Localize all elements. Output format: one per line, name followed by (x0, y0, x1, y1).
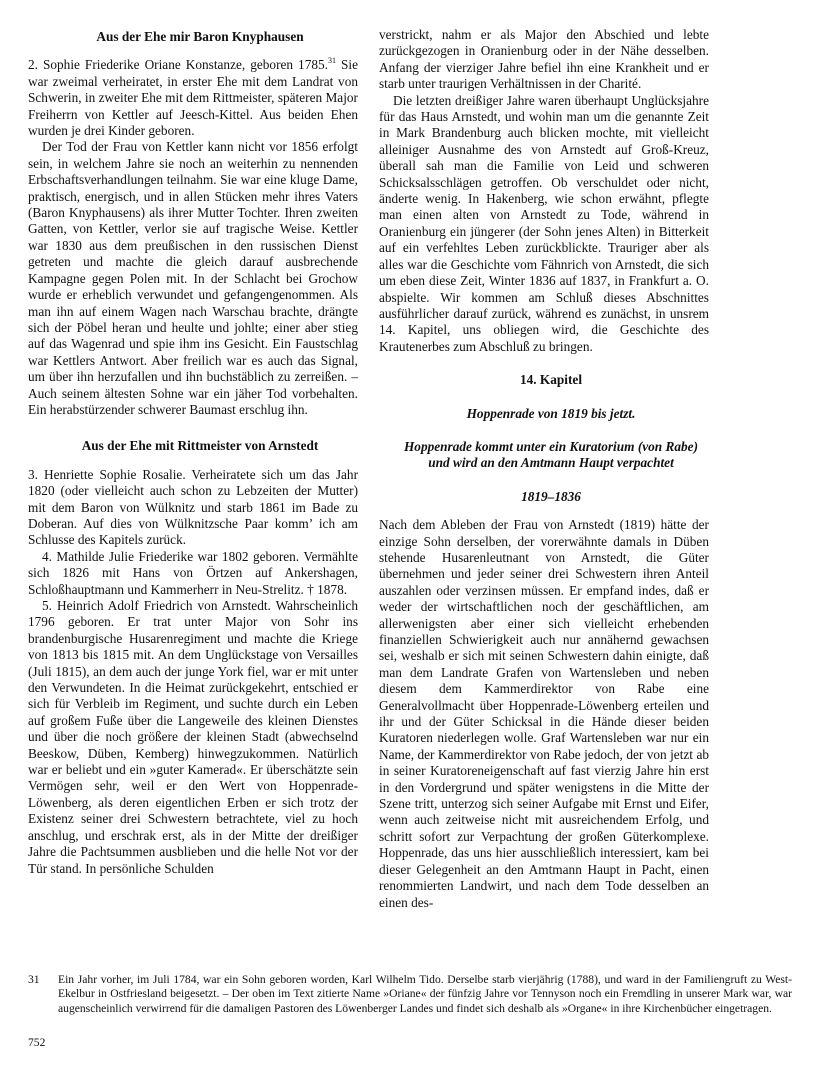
paragraph-verstrickt: verstrickt, nahm er als Major den Abschied und lebte zurückgezogen in Oranienburg oder in der Nähe desselben. Anfang der vierziger Jahre befiel ihn eine Krankheit und er starb unter traurigen Verhältnissen in der Charité. (379, 27, 709, 92)
section-heading-knyphausen: Aus der Ehe mir Baron Knyphausen (96, 29, 304, 44)
paragraph-sophie-cont: Sie war zweimal verheiratet, in erster Ehe mit dem Landrat von Schwerin, in zweiter Ehe mit dem Rittmeister, späteren Major Freiherrn von Kettler auf Jeesch-Kittel. Aus beiden Ehen wurden je drei Kinder geboren. (28, 57, 358, 139)
page-number: 752 (28, 1036, 46, 1049)
right-column (379, 27, 709, 911)
paragraph-kettler: Der Tod der Frau von Kettler kann nicht vor 1856 erfolgt sein, in welchem Jahre sie noch an weiterhin zu nennenden Erbschaftsverhandlungen teilnahm. Sie war eine kluge Dame, praktisch, energisch, und in allen Stücken mehr ihres Vaters (Baron Knyphausens) als ihrer Mutter Tochter. Ihren zweiten Gatten, von Kettler, verlor sie auf tragische Weise. Kettler war 1830 aus dem preußischen in den russischen Dienst getreten und machte die gleich darauf ausbrechende Kampagne gegen Polen mit. In der Schlacht bei Grochow wurde er erheblich verwundet und gefangengenommen. Als man ihn auf einem Wagen nach Warschau brachte, drängte sich der Pöbel heran und heulte und johlte; einer aber stieg auf das Wagenrad und spie ihm ins Gesicht. Ein Faustschlag war Kettlers Antwort. Aber freilich war es auch das Signal, um über ihn herzufallen und ihn buchstäblich zu zerreißen. – Auch seinem ältesten Sohne war ein jäher Tod vorbehalten. Ein herabstürzender schwerer Baumast erschlug ihn. (28, 139, 358, 417)
left-column (28, 29, 358, 877)
footnote-number: 31 (28, 973, 40, 986)
footnote-ref-31[interactable]: 31 (327, 56, 336, 66)
chapter-years: 1819–1836 (521, 488, 581, 504)
paragraph-unglucksjahre: Die letzten dreißiger Jahre waren überhaupt Unglücksjahre für das Haus Arnstedt, und wohin man um die genannte Zeit in Mark Brandenburg auch blicken mochte, mit vielleicht alleiniger Ausnahme des von Arnstedt auf Groß-Kreuz, überall sah man die Familie von Leid und schweren Schicksalsschlägen getroffen. Ob verschuldet oder nicht, änderte wenig. In Hakenberg, wie schon erwähnt, pflegte man einen alten von Arnstedt zu Tode, während in Oranienburg ein jüngerer (der Sohn jenes Alten) in Bitterkeit auf ein verfehltes Leben zurückblickte. Trauriger aber als alles war die Geschichte vom Fähnrich von Arnstedt, die sich um eben diese Zeit, Winter 1836 auf 1837, in Frankfurt a. O. abspielte. Wir kommen am Schluß dieses Abschnittes ausführlicher darauf zurück, während es zunächst, in unsrem 14. Kapitel, uns obliegen wird, die Geschichte des Krautenerbes zum Abschluß zu bringen. (379, 92, 709, 354)
chapter-number: 14. Kapitel (519, 372, 583, 388)
footnote (28, 973, 792, 1016)
footnote-text: Ein Jahr vorher, im Juli 1784, war ein Sohn geboren worden, Karl Wilhelm Tido. Derselbe starb vierjährig (1788), und ward in der Familiengruft zu West-Ekelbur in Ostfriesland beigesetzt. – Der oben im Text zitierte Name »Oriane« der fünfzig Jahre vor Tennyson noch ein Fremdling in unserer Mark war, war augenscheinlich verwirrend für die damaligen Pastoren des Löwenberger Landes und findet sich deshalb als »Organe« in ihre Kirchenbücher eingetragen. (58, 973, 792, 1015)
section-heading-arnstedt: Aus der Ehe mit Rittmeister von Arnstedt (81, 438, 319, 454)
chapter-title: Hoppenrade von 1819 bis jetzt. (466, 405, 636, 421)
paragraph-heinrich: 5. Heinrich Adolf Friedrich von Arnstedt. Wahrscheinlich 1796 geboren. Er trat unter Major von Sohr ins brandenburgische Husarenregiment und machte die Kriege von 1813 bis 1815 mit. An dem Unglückstage von Versailles (Juli 1815), an dem auch der junge York fiel, war er mit unter den Verwundeten. In die Heimat zurückgekehrt, entschied er sich für Verbleib im Regiment, und suchte durch ein Leben auf großem Fuße über die Langeweile des kleinen Dienstes und über die noch größere der kleinen Stadt (abwechselnd Beeskow, Düben, Kemberg) hinwegzukommen. Natürlich war er beliebt und ein »guter Kamerad«. Er überschätzte sein Vermögen sehr, weil er den Wert von Hoppenrade-Löwenberg, als deren eigentlichen Erben er sich trotz der Existenz seiner drei Schwestern betrachtete, viel zu hoch anschlug, und erschrak erst, als in der Mitte der dreißiger Jahre die Pachtsummen ausblieben und die helle Not vor der Tür stand. In persönliche Schulden (28, 598, 358, 876)
paragraph-henriette: 3. Henriette Sophie Rosalie. Verheiratete sich um das Jahr 1820 (oder vielleicht auch schon zu Lebzeiten der Mutter) mit dem Baron von Wülknitz und starb 1861 im Bade zu Doberan. Auf dies von Wülknitzsche Paar komm’ ich am Schlusse des Kapitels zurück. (28, 466, 358, 548)
paragraph-sophie (28, 57, 358, 139)
paragraph-ableben: Nach dem Ableben der Frau von Arnstedt (1819) hätte der einzige Sohn derselben, der vorerwähnte damals in Düben stehende Husarenleutnant von Arnstedt, die Güter übernehmen und jeder seiner drei Schwestern ihren Anteil auszahlen oder verzinsen müssen. Er empfand indes, daß er weder der wirtschaftlichen noch der geschäftlichen, am allerwenigsten aber einer sich vielleicht erhebenden finanziellen Schwierigkeit auch nur annähernd gewachsen sei, weshalb er sich mit seinen Schwestern dahin einigte, daß man dem Landrate Grafen von Wartensleben und neben diesem dem Kammerdirektor von Rabe eine Generalvollmacht über Hoppenrade-Löwenberg erteilen und ihr und der Güter Schicksal in die Hände dieser beiden Kuratoren niederlegen wolle. Graf Wartensleben war nur ein Name, der Kammerdirektor von Rabe jedoch, der von jetzt ab in seiner Kuratoreneigenschaft auf fast vierzig Jahre hin erst in den Vordergrund und später wenigstens in die Mitte der Szene tritt, unterzog sich seiner Aufgabe mit Ernst und Eifer, wenn auch zeitweise nicht mit ausreichendem Erfolg, und schritt sofort zur Verpachtung der großen Güterkomplexe. Hoppenrade, das uns hier ausschließlich interessiert, kam bei dieser Gelegenheit an den Amtmann Haupt in Pacht, einen renommierten Landwirt, und nach dem Tode desselben an einen des- (379, 517, 709, 910)
paragraph-sophie-start: 2. Sophie Friederike Oriane Konstanze, geboren 1785. (28, 57, 328, 73)
chapter-subtitle-line1: Hoppenrade kommt unter ein Kuratorium (von Rabe) (403, 438, 699, 454)
paragraph-mathilde: 4. Mathilde Julie Friederike war 1802 geboren. Vermählte sich 1826 mit Hans von Örtzen auf Ankershagen, Schloßhauptmann und Kammerherr in Neu-Strelitz. † 1878. (28, 548, 358, 597)
chapter-subtitle-line2: und wird an den Amtmann Haupt verpachtet (428, 455, 674, 471)
